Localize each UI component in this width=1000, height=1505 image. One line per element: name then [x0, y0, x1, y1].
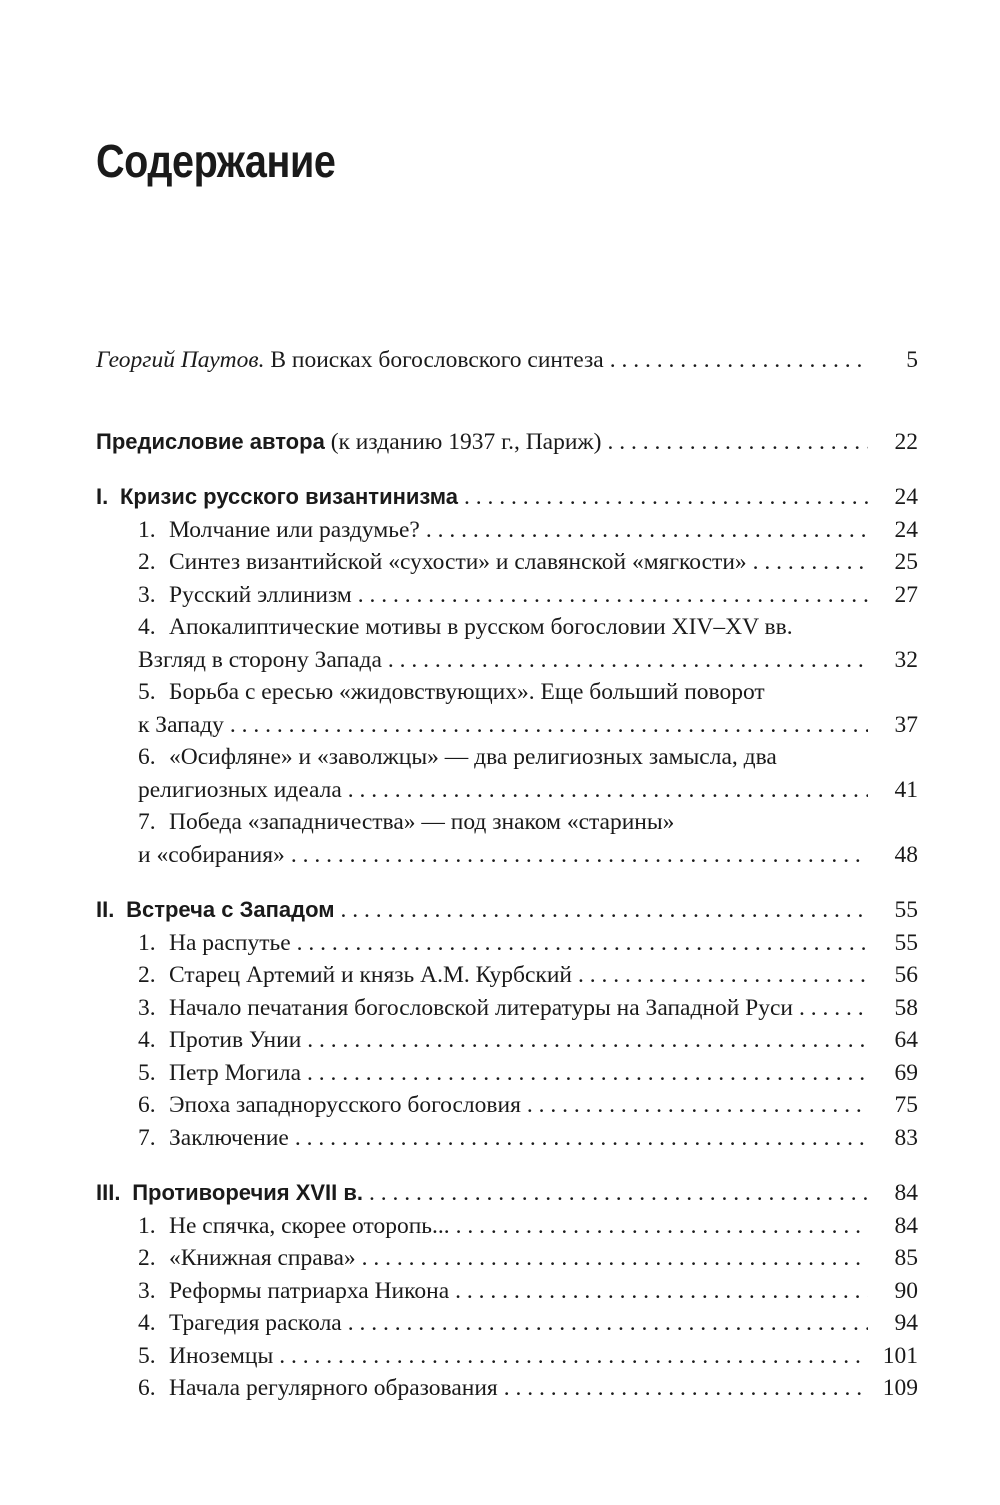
toc-section-1[interactable]: [96, 481, 918, 514]
toc-item[interactable]: [96, 927, 918, 960]
item-title-line-1: Победа «западничества» — под знаком «старины»: [169, 809, 675, 835]
toc-item[interactable]: [96, 579, 918, 612]
item-title: Против Унии: [169, 1027, 302, 1053]
item-title-line-2: к Западу: [138, 711, 224, 738]
page-number: 64: [894, 1027, 918, 1053]
toc-entry-intro[interactable]: [96, 344, 918, 377]
section-title: Кризис русского византинизма: [119, 484, 459, 509]
page-number: 24: [894, 516, 918, 543]
toc-item[interactable]: [96, 1242, 918, 1275]
page-title: Содержание: [96, 135, 336, 187]
item-number: 3.: [138, 994, 156, 1021]
toc-sections: [96, 458, 918, 1405]
dot-leader: [291, 839, 868, 872]
item-title: Не спячка, скорее оторопь...: [169, 1212, 450, 1239]
toc-entry-preface[interactable]: [96, 426, 918, 459]
toc-item[interactable]: [96, 1210, 918, 1243]
item-title: На распутье: [169, 929, 291, 956]
dot-leader: [295, 1122, 868, 1155]
item-title: Молчание или раздумье?: [169, 516, 420, 543]
item-number: 5.: [138, 679, 156, 705]
page-number: 56: [894, 962, 918, 988]
item-number: 3.: [138, 1277, 156, 1304]
toc-item[interactable]: [96, 1372, 918, 1405]
page-number: 85: [894, 1245, 918, 1271]
section-roman: III.: [96, 1180, 121, 1205]
item-number: 7.: [138, 1124, 156, 1151]
toc-item[interactable]: [96, 1089, 918, 1122]
item-number: 7.: [138, 809, 156, 835]
dot-leader: [230, 709, 868, 742]
toc-item[interactable]: [96, 806, 918, 871]
item-number: 6.: [138, 744, 156, 770]
item-number: 2.: [138, 549, 156, 575]
item-number: 1.: [138, 929, 156, 956]
toc-item[interactable]: [96, 1340, 918, 1373]
page-number: 22: [894, 428, 918, 455]
item-title: Синтез византийской «сухости» и славянской «мягкости»: [169, 549, 747, 575]
intro-author: Георгий Паутов.: [96, 347, 265, 373]
table-of-contents: [96, 344, 918, 1405]
toc-item[interactable]: [96, 546, 918, 579]
item-title: Русский эллинизм: [169, 581, 352, 608]
page-number: 69: [894, 1059, 918, 1086]
item-number: 4.: [138, 1310, 156, 1336]
page-number: 83: [894, 1124, 918, 1151]
dot-leader: [388, 644, 868, 677]
dot-leader: [279, 1340, 868, 1373]
item-number: 6.: [138, 1375, 156, 1401]
page-number: 25: [894, 549, 918, 575]
dot-leader: [348, 1307, 868, 1340]
page-number: 84: [894, 1212, 918, 1239]
toc-item[interactable]: [96, 959, 918, 992]
item-title: Иноземцы: [169, 1342, 274, 1369]
toc-item[interactable]: [96, 1122, 918, 1155]
section-roman: I.: [96, 484, 109, 509]
page-number: 94: [894, 1310, 918, 1336]
item-title: Начала регулярного образования: [169, 1375, 498, 1401]
page-number: 27: [894, 581, 918, 608]
item-number: 2.: [138, 1245, 156, 1271]
section-title: Противоречия XVII в.: [132, 1180, 364, 1205]
item-number: 5.: [138, 1059, 156, 1086]
page-number: 58: [894, 994, 918, 1021]
toc-item[interactable]: [96, 514, 918, 547]
item-title: Старец Артемий и князь А.М. Курбский: [169, 962, 572, 988]
page-number: 41: [894, 776, 918, 803]
toc-section-2[interactable]: [96, 894, 918, 927]
dot-leader: [610, 344, 868, 377]
item-title: Эпоха западнорусского богословия: [169, 1092, 521, 1118]
toc-item[interactable]: [96, 1024, 918, 1057]
item-title-line-2: религиозных идеала: [138, 776, 342, 803]
item-title-line-2: и «собирания»: [138, 841, 285, 868]
dot-leader: [799, 992, 868, 1025]
item-number: 1.: [138, 516, 156, 543]
page-number: 55: [894, 929, 918, 956]
page-number: 37: [894, 711, 918, 738]
item-number: 2.: [138, 962, 156, 988]
page-number: 84: [894, 1180, 918, 1206]
item-title-line-2: Взгляд в сторону Запада: [138, 646, 382, 673]
item-title: «Книжная справа»: [169, 1245, 356, 1271]
page-number: 101: [882, 1342, 918, 1369]
item-title-line-1: «Осифляне» и «заволжцы» — два религиозных замысла, два: [169, 744, 777, 770]
dot-leader: [358, 579, 868, 612]
dot-leader: [455, 1275, 868, 1308]
page-number: 90: [894, 1277, 918, 1304]
page-number: 55: [894, 897, 918, 923]
dot-leader: [464, 481, 868, 514]
toc-item[interactable]: [96, 741, 918, 806]
dot-leader: [608, 426, 869, 459]
dot-leader: [297, 927, 868, 960]
section-roman: II.: [96, 897, 115, 922]
toc-item[interactable]: [96, 1275, 918, 1308]
dot-leader: [504, 1372, 868, 1405]
toc-item[interactable]: [96, 1307, 918, 1340]
dot-leader: [369, 1177, 868, 1210]
item-number: 6.: [138, 1092, 156, 1118]
page-number: 5: [906, 347, 918, 373]
item-title: Петр Могила: [169, 1059, 302, 1086]
item-title-line-1: Апокалиптические мотивы в русском богословии XIV–XV вв.: [169, 614, 793, 640]
dot-leader: [362, 1242, 868, 1275]
item-number: 4.: [138, 614, 156, 640]
page-number: 24: [894, 484, 918, 510]
item-title: Начало печатания богословской литературы на Западной Руси: [169, 994, 794, 1021]
toc-section-3[interactable]: [96, 1177, 918, 1210]
page-number: 75: [894, 1092, 918, 1118]
toc-item[interactable]: [96, 676, 918, 741]
intro-title: В поисках богословского синтеза: [270, 347, 604, 373]
dot-leader: [341, 894, 868, 927]
page-number: 48: [894, 841, 918, 868]
item-title: Заключение: [169, 1124, 289, 1151]
item-title: Трагедия раскола: [169, 1310, 342, 1336]
toc-item[interactable]: [96, 992, 918, 1025]
dot-leader: [456, 1210, 868, 1243]
preface-title: Предисловие автора: [96, 428, 325, 454]
page-number: 32: [894, 646, 918, 673]
dot-leader: [348, 774, 868, 807]
item-title: Реформы патриарха Никона: [169, 1277, 450, 1304]
toc-item[interactable]: [96, 611, 918, 676]
item-number: 3.: [138, 581, 156, 608]
section-title: Встреча с Западом: [126, 897, 335, 922]
dot-leader: [307, 1024, 868, 1057]
dot-leader: [307, 1057, 868, 1090]
item-number: 4.: [138, 1027, 156, 1053]
dot-leader: [578, 959, 868, 992]
item-number: 5.: [138, 1342, 156, 1369]
dot-leader: [753, 546, 868, 579]
item-title-line-1: Борьба с ересью «жидовствующих». Еще больший поворот: [169, 679, 765, 705]
preface-note: (к изданию 1937 г., Париж): [330, 428, 602, 455]
page-number: 109: [882, 1375, 918, 1401]
toc-item[interactable]: [96, 1057, 918, 1090]
item-number: 1.: [138, 1212, 156, 1239]
dot-leader: [527, 1089, 868, 1122]
dot-leader: [426, 514, 868, 547]
